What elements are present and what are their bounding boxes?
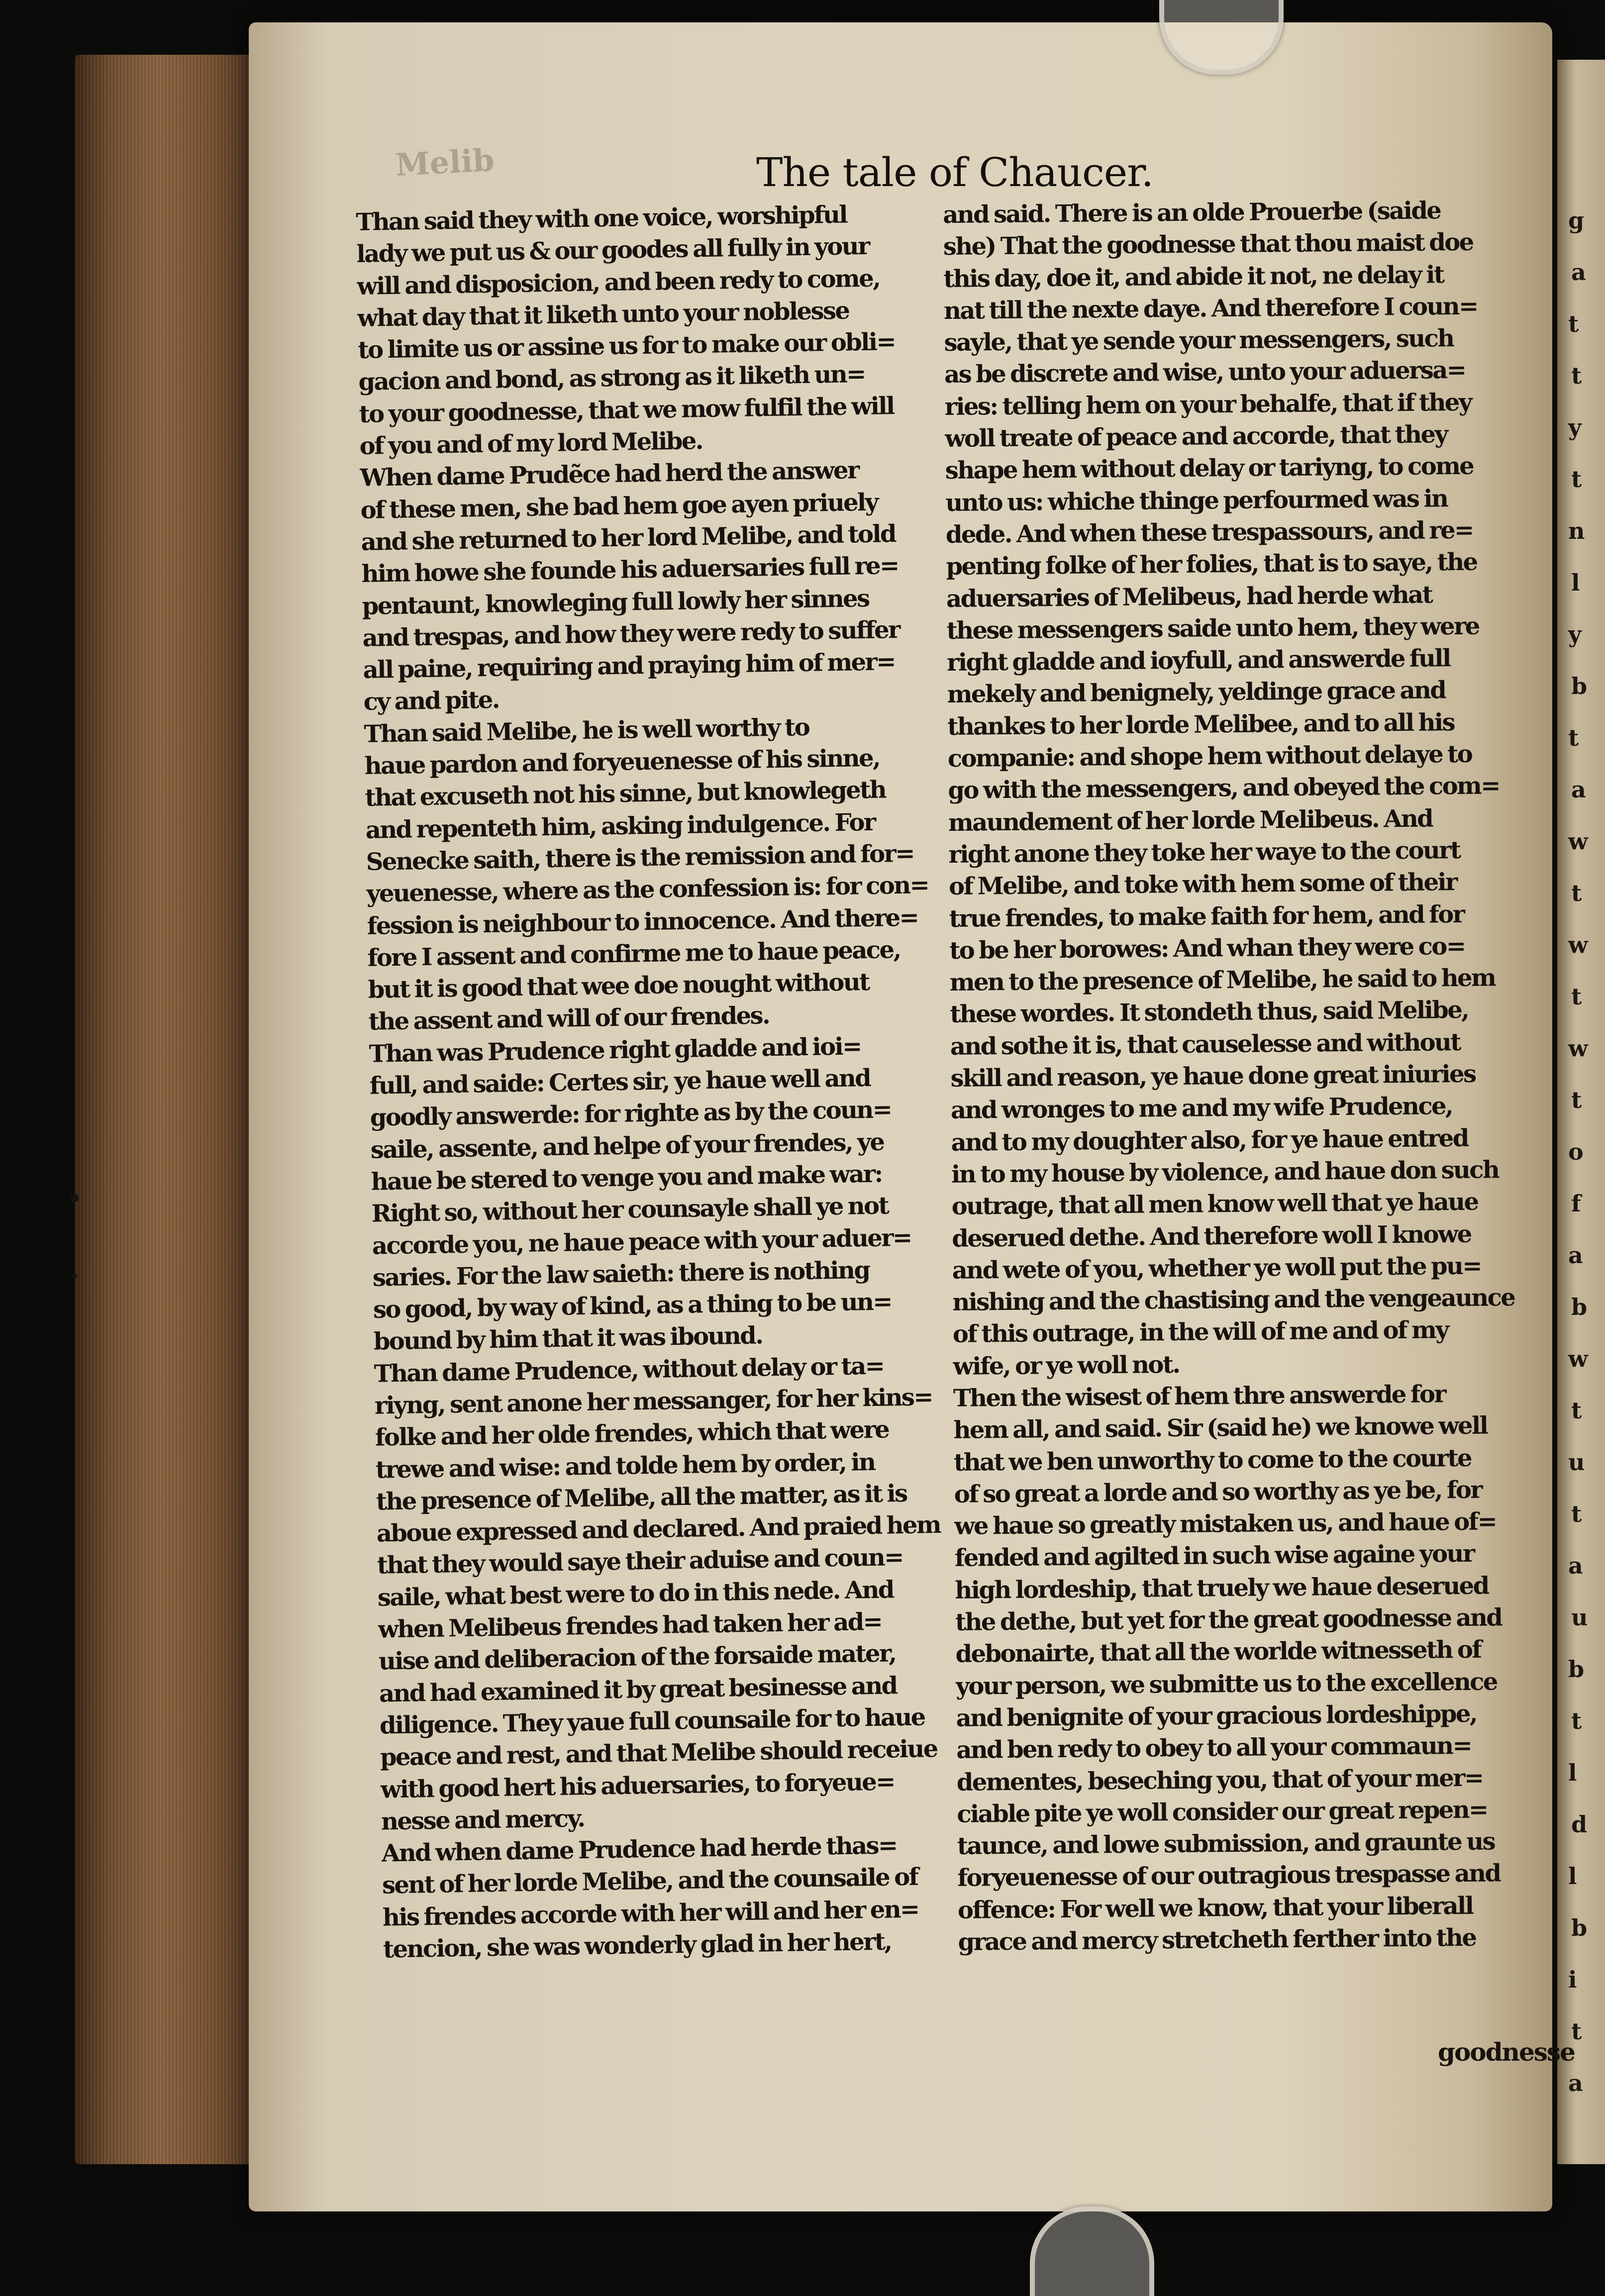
next-page-letter: b <box>1571 673 1588 699</box>
next-page-letter: l <box>1568 1863 1577 1890</box>
next-page-letter: u <box>1568 1449 1585 1476</box>
text-line: this day, doe it, and abide it not, ne delay it <box>943 260 1444 293</box>
text-line: of this outrage, in the will of me and of my <box>952 1316 1448 1349</box>
text-line: diligence. They yaue full counsaile for to haue <box>379 1703 925 1740</box>
next-page-letter: b <box>1568 1656 1585 1683</box>
text-line: all paine, requiring and praying him of mer= <box>363 648 896 685</box>
text-line: Right so, without her counsayle shall ye not <box>371 1192 889 1228</box>
text-line: true frendes, to make faith for hem, and for <box>949 900 1464 933</box>
text-line: fession is neighbour to innocence. And there= <box>367 903 918 940</box>
next-page-letter: t <box>1571 2018 1582 2045</box>
text-line: accorde you, ne haue peace with your aduer= <box>372 1223 911 1260</box>
text-line: companie: and shope hem without delaye to <box>947 740 1472 773</box>
text-line: to limite us or assine us for to make our obli= <box>358 328 896 365</box>
text-line: we haue so greatly mistaken us, and haue of= <box>954 1507 1497 1541</box>
text-line: dede. And when these trespassours, and re= <box>945 516 1473 549</box>
text-line: fore I assent and confirme me to haue peace, <box>367 935 901 972</box>
text-line: ries: telling hem on your behalfe, that if they <box>944 388 1472 421</box>
next-page-letter: w <box>1568 1035 1588 1062</box>
text-line: saile, what best were to do in this nede. And <box>377 1576 894 1612</box>
next-page-letter: a <box>1568 1552 1583 1579</box>
text-line: the dethe, but yet for the great goodnesse and <box>955 1603 1502 1636</box>
text-line: bound by him that it was ibound. <box>373 1321 763 1356</box>
text-line: as be discrete and wise, unto your aduersa= <box>944 356 1466 389</box>
next-page-letter: t <box>1571 1397 1582 1424</box>
text-line: lady we put us & our goodes all fully in your <box>356 232 870 269</box>
text-line: uise and deliberacion of the forsaide mater, <box>378 1639 896 1676</box>
text-line: right anone they toke her waye to the court <box>948 836 1460 869</box>
text-line: mekely and benignely, yeldinge grace and <box>947 676 1446 709</box>
text-line: Than said Melibe, he is well worthy to <box>364 713 809 748</box>
text-column-right <box>943 194 1568 1958</box>
text-line: trewe and wise: and tolde hem by order, in <box>375 1448 875 1484</box>
text-line: pentaunt, knowleging full lowly her sinnes <box>362 584 869 620</box>
text-line: peace and rest, and that Melibe should receiue <box>380 1735 937 1772</box>
next-page-letter: t <box>1571 362 1582 389</box>
text-line: shape hem without delay or tariyng, to come <box>945 452 1474 485</box>
next-page-letter: a <box>1568 2070 1583 2096</box>
text-line: high lordeship, that truely we haue deserued <box>955 1572 1489 1604</box>
text-line: penting folke of her folies, that is to saye, the <box>946 548 1477 581</box>
text-line: outrage, that all men know well that ye haue <box>951 1188 1478 1221</box>
text-line: folke and her olde frendes, which that were <box>375 1415 889 1452</box>
text-line: thankes to her lorde Melibee, and to all his <box>947 708 1455 741</box>
text-line: the presence of Melibe, all the matter, as it is <box>376 1479 907 1516</box>
ink-speck <box>73 1274 78 1279</box>
text-line: your person, we submitte us to the excellence <box>955 1668 1497 1700</box>
text-line: and sothe it is, that causelesse and without <box>950 1028 1461 1061</box>
text-line: with good hert his aduersaries, to foryeue= <box>380 1767 895 1804</box>
next-page-letter: t <box>1571 1087 1582 1113</box>
next-page-letter: a <box>1571 776 1586 803</box>
text-line: aduersaries of Melibeus, had herde what <box>946 581 1432 613</box>
text-line: so good, by way of kind, as a thing to be un= <box>373 1288 892 1324</box>
text-line: and benignite of your gracious lordeshippe, <box>956 1699 1477 1732</box>
text-line: dementes, beseching you, that of your mer= <box>956 1764 1483 1797</box>
next-page-letter: l <box>1571 569 1580 596</box>
text-line: haue pardon and foryeuenesse of his sinne, <box>364 744 880 780</box>
text-line: and trespas, and how they were redy to suffer <box>362 615 900 652</box>
text-line: when Melibeus frendes had taken her ad= <box>378 1607 882 1644</box>
next-page-letter: g <box>1568 207 1585 234</box>
text-line: aboue expressed and declared. And praied hem <box>376 1511 941 1548</box>
text-line: to your goodnesse, that we mow fulfil the will <box>359 392 894 428</box>
next-page-letter: a <box>1571 259 1586 286</box>
text-line: tencion, she was wonderly glad in her hert, <box>383 1927 892 1964</box>
next-page-letter: i <box>1568 1966 1577 1993</box>
text-line: of you and of my lord Melibe. <box>359 427 703 461</box>
next-page-letter: n <box>1568 517 1585 544</box>
next-page-letter: t <box>1571 1500 1582 1527</box>
next-page-letter: t <box>1568 310 1579 337</box>
text-line: these wordes. It stondeth thus, said Melibe, <box>950 996 1469 1029</box>
text-line: and had examined it by great besinesse and <box>379 1671 897 1708</box>
text-line: And when dame Prudence had herde thas= <box>381 1831 897 1868</box>
next-page-letter: b <box>1571 1294 1588 1320</box>
text-line: she) That the goodnesse that thou maist doe <box>943 228 1473 261</box>
text-line: and wete of you, whether ye woll put the pu= <box>952 1252 1482 1285</box>
text-line: go with the messengers, and obeyed the com= <box>948 772 1500 805</box>
text-line: nishing and the chastising and the vengeaunce <box>952 1284 1515 1317</box>
text-line: haue be stered to venge you and make war: <box>371 1160 882 1196</box>
text-line: but it is good that wee doe nought without <box>368 968 870 1004</box>
next-page-letter: o <box>1568 1138 1584 1165</box>
next-page-letter: a <box>1568 1242 1583 1269</box>
text-line: goodly answerde: for righte as by the coun= <box>370 1096 892 1132</box>
text-line: Than was Prudence right gladde and ioi= <box>369 1032 862 1068</box>
next-page-letter: u <box>1571 1604 1588 1631</box>
text-line: these messengers saide unto hem, they were <box>946 612 1479 645</box>
text-line: and said. There is an olde Prouerbe (saide <box>943 197 1441 229</box>
next-page-letter: y <box>1568 414 1582 441</box>
next-page-letter: b <box>1571 1914 1588 1941</box>
text-line: nesse and mercy. <box>381 1804 585 1836</box>
next-page-letter: f <box>1571 1190 1581 1217</box>
text-line: maundement of her lorde Melibeus. And <box>948 804 1433 837</box>
show-through-text: Melib <box>395 141 496 184</box>
text-line: of so great a lorde and so worthy as ye be, for <box>954 1476 1482 1508</box>
next-page-letter: w <box>1568 931 1588 958</box>
text-line: offence: For well we know, that your liberall <box>957 1892 1473 1924</box>
text-line: When dame Prudẽce had herd the answer <box>360 456 859 493</box>
text-line: fended and agilted in such wise againe your <box>954 1540 1474 1573</box>
next-page-letter: t <box>1571 1707 1582 1734</box>
next-page-letter: w <box>1568 828 1588 855</box>
text-line: gacion and bond, as strong as it liketh un= <box>358 360 866 397</box>
running-head: The tale of Chaucer. <box>756 149 1154 196</box>
text-line: that excuseth not his sinne, but knowlegeth <box>365 776 886 812</box>
text-line: and wronges to me and my wife Prudence, <box>950 1092 1453 1125</box>
text-column-left <box>356 197 995 1966</box>
text-line: what day that it liketh unto your noblesse <box>357 297 849 332</box>
next-page-letter: y <box>1568 621 1582 648</box>
next-page-letter: d <box>1571 1811 1588 1838</box>
text-line: cy and pite. <box>363 686 500 716</box>
next-page-letter: t <box>1568 724 1579 751</box>
text-line: yeuenesse, where as the confession is: for con= <box>366 871 929 908</box>
catchword: goodnesse <box>1438 2037 1575 2067</box>
text-line: and ben redy to obey to all your commaun= <box>956 1732 1472 1765</box>
text-line: and to my doughter also, for ye haue entred <box>951 1124 1468 1157</box>
next-page-letter: w <box>1568 1345 1588 1372</box>
text-line: saile, assente, and helpe of your frendes, ye <box>370 1128 884 1164</box>
text-line: will and disposicion, and been redy to come, <box>357 264 880 300</box>
text-line: woll treate of peace and accorde, that they <box>944 420 1447 453</box>
ink-speck <box>71 1194 79 1202</box>
text-line: debonairte, that all the worlde witnesseth of <box>955 1636 1481 1669</box>
next-page-letter: t <box>1571 466 1582 493</box>
text-line: of Melibe, and toke with hem some of their <box>948 868 1457 901</box>
text-line: of these men, she bad hem goe ayen priuely <box>360 488 878 524</box>
text-line: and she returned to her lord Melibe, and told <box>361 520 896 556</box>
text-line: deserued dethe. And therefore woll I knowe <box>951 1220 1471 1253</box>
text-line: riyng, sent anone her messanger, for her kins= <box>374 1383 933 1420</box>
text-line: ciable pite ye woll consider our great repen= <box>957 1796 1488 1828</box>
text-line: that they would saye their aduise and coun= <box>377 1543 903 1580</box>
text-line: sayle, that ye sende your messengers, such <box>944 324 1454 357</box>
text-line: grace and mercy stretcheth ferther into the <box>958 1923 1476 1956</box>
text-line: unto us: whiche thinge perfourmed was in <box>945 484 1448 517</box>
text-line: nat till the nexte daye. And therefore I coun= <box>943 292 1478 325</box>
next-page-letter: t <box>1571 983 1582 1010</box>
text-line: in to my house by violence, and haue don such <box>951 1156 1499 1189</box>
text-line: saries. For the law saieth: there is nothing <box>372 1256 870 1292</box>
text-line: Then the wisest of hem thre answerde for <box>953 1380 1446 1412</box>
text-line: Senecke saith, there is the remission and for= <box>366 839 914 876</box>
text-line: him howe she founde his aduersaries full re= <box>361 552 899 589</box>
text-line: full, and saide: Certes sir, ye haue well and <box>369 1064 871 1100</box>
text-line: and repenteth him, asking indulgence. For <box>365 808 875 844</box>
text-line: wife, or ye woll not. <box>953 1350 1180 1381</box>
text-line: to be her borowes: And whan they were co= <box>949 932 1465 965</box>
book-fore-edge <box>75 55 259 2164</box>
text-line: taunce, and lowe submission, and graunte us <box>957 1827 1495 1861</box>
text-line: Than said they with one voice, worshipful <box>356 200 847 236</box>
text-line: men to the presence of Melibe, he said to hem <box>949 964 1496 997</box>
page-clip-bottom <box>1030 2206 1154 2296</box>
text-line: that we ben unworthy to come to the courte <box>953 1444 1472 1477</box>
text-line: hem all, and said. Sir (said he) we knowe well <box>953 1411 1488 1445</box>
text-line: the assent and will of our frendes. <box>368 1001 770 1036</box>
text-line: Than dame Prudence, without delay or ta= <box>374 1352 884 1388</box>
next-page-letter: l <box>1568 1759 1577 1786</box>
text-line: sent of her lorde Melibe, and the counsaile of <box>382 1863 918 1900</box>
text-line: right gladde and ioyfull, and answerde full <box>946 644 1450 677</box>
text-line: his frendes accorde with her will and her en= <box>382 1895 919 1932</box>
text-line: skill and reason, ye haue done great iniuries <box>950 1060 1476 1093</box>
text-line: foryeuenesse of our outragious trespasse and <box>957 1859 1501 1893</box>
next-page-letter: t <box>1571 880 1582 906</box>
